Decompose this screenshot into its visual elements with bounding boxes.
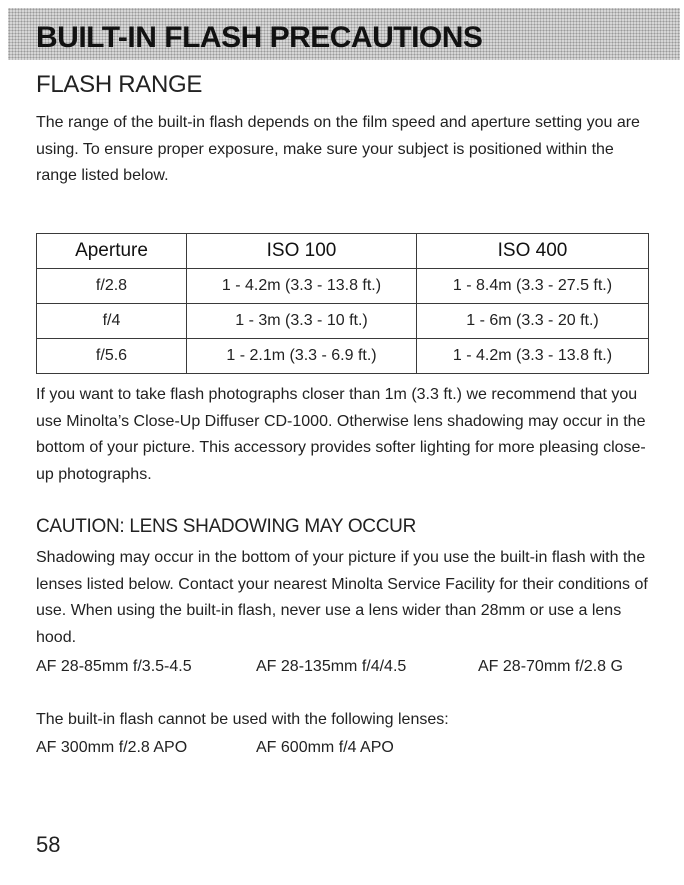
iso-400-cell: 1 - 6m (3.3 - 20 ft.) [417, 304, 649, 339]
shadow-lens-list [36, 654, 656, 680]
table-row [37, 269, 649, 304]
closeup-diffuser-paragraph: If you want to take flash photographs closer than 1m (3.3 ft.) we recommend that you use Minolta’s Close-Up Diffuser CD-1000. Otherwise lens shadowing may occur in the bottom of your picture. This accessory provides softer lighting for more pleasing close-up photographs. [36, 386, 646, 483]
iso-400-cell: 1 - 4.2m (3.3 - 13.8 ft.) [417, 339, 649, 374]
aperture-cell: f/5.6 [37, 339, 187, 374]
column-header-iso-400: ISO 400 [417, 234, 649, 269]
aperture-cell: f/2.8 [37, 269, 187, 304]
column-header-iso-100: ISO 100 [187, 234, 417, 269]
lens-item: AF 28-85mm f/3.5-4.5 [36, 658, 192, 675]
table-row [37, 339, 649, 374]
iso-400-cell: 1 - 8.4m (3.3 - 27.5 ft.) [417, 269, 649, 304]
column-header-aperture: Aperture [37, 234, 187, 269]
flash-range-paragraph: The range of the built-in flash depends on the film speed and aperture setting you are using. To ensure proper exposure, make sure your subject is positioned within the range listed below. [36, 114, 640, 184]
table-header-row [37, 234, 649, 269]
page-title: BUILT-IN FLASH PRECAUTIONS [36, 21, 483, 54]
iso-100-cell: 1 - 4.2m (3.3 - 13.8 ft.) [187, 269, 417, 304]
incompatible-lenses-note: The built-in flash cannot be used with the following lenses: [36, 711, 449, 728]
iso-100-cell: 1 - 2.1m (3.3 - 6.9 ft.) [187, 339, 417, 374]
caution-paragraph: Shadowing may occur in the bottom of your picture if you use the built-in flash with the lenses listed below. Contact your nearest Minolta Service Facility for their conditions of use. When using the built-in flash, never use a lens wider than 28mm or use a lens hood. [36, 549, 648, 646]
incompatible-lens-list [36, 735, 656, 761]
flash-range-table [36, 233, 649, 374]
lens-item: AF 28-70mm f/2.8 G [478, 658, 623, 675]
page-number: 58 [36, 832, 61, 857]
caution-heading: CAUTION: LENS SHADOWING MAY OCCUR [36, 516, 416, 537]
aperture-cell: f/4 [37, 304, 187, 339]
iso-100-cell: 1 - 3m (3.3 - 10 ft.) [187, 304, 417, 339]
lens-item: AF 300mm f/2.8 APO [36, 739, 188, 756]
lens-item: AF 28-135mm f/4/4.5 [256, 658, 407, 675]
table-row [37, 304, 649, 339]
flash-range-heading: FLASH RANGE [36, 71, 203, 98]
lens-item: AF 600mm f/4 APO [256, 739, 394, 756]
